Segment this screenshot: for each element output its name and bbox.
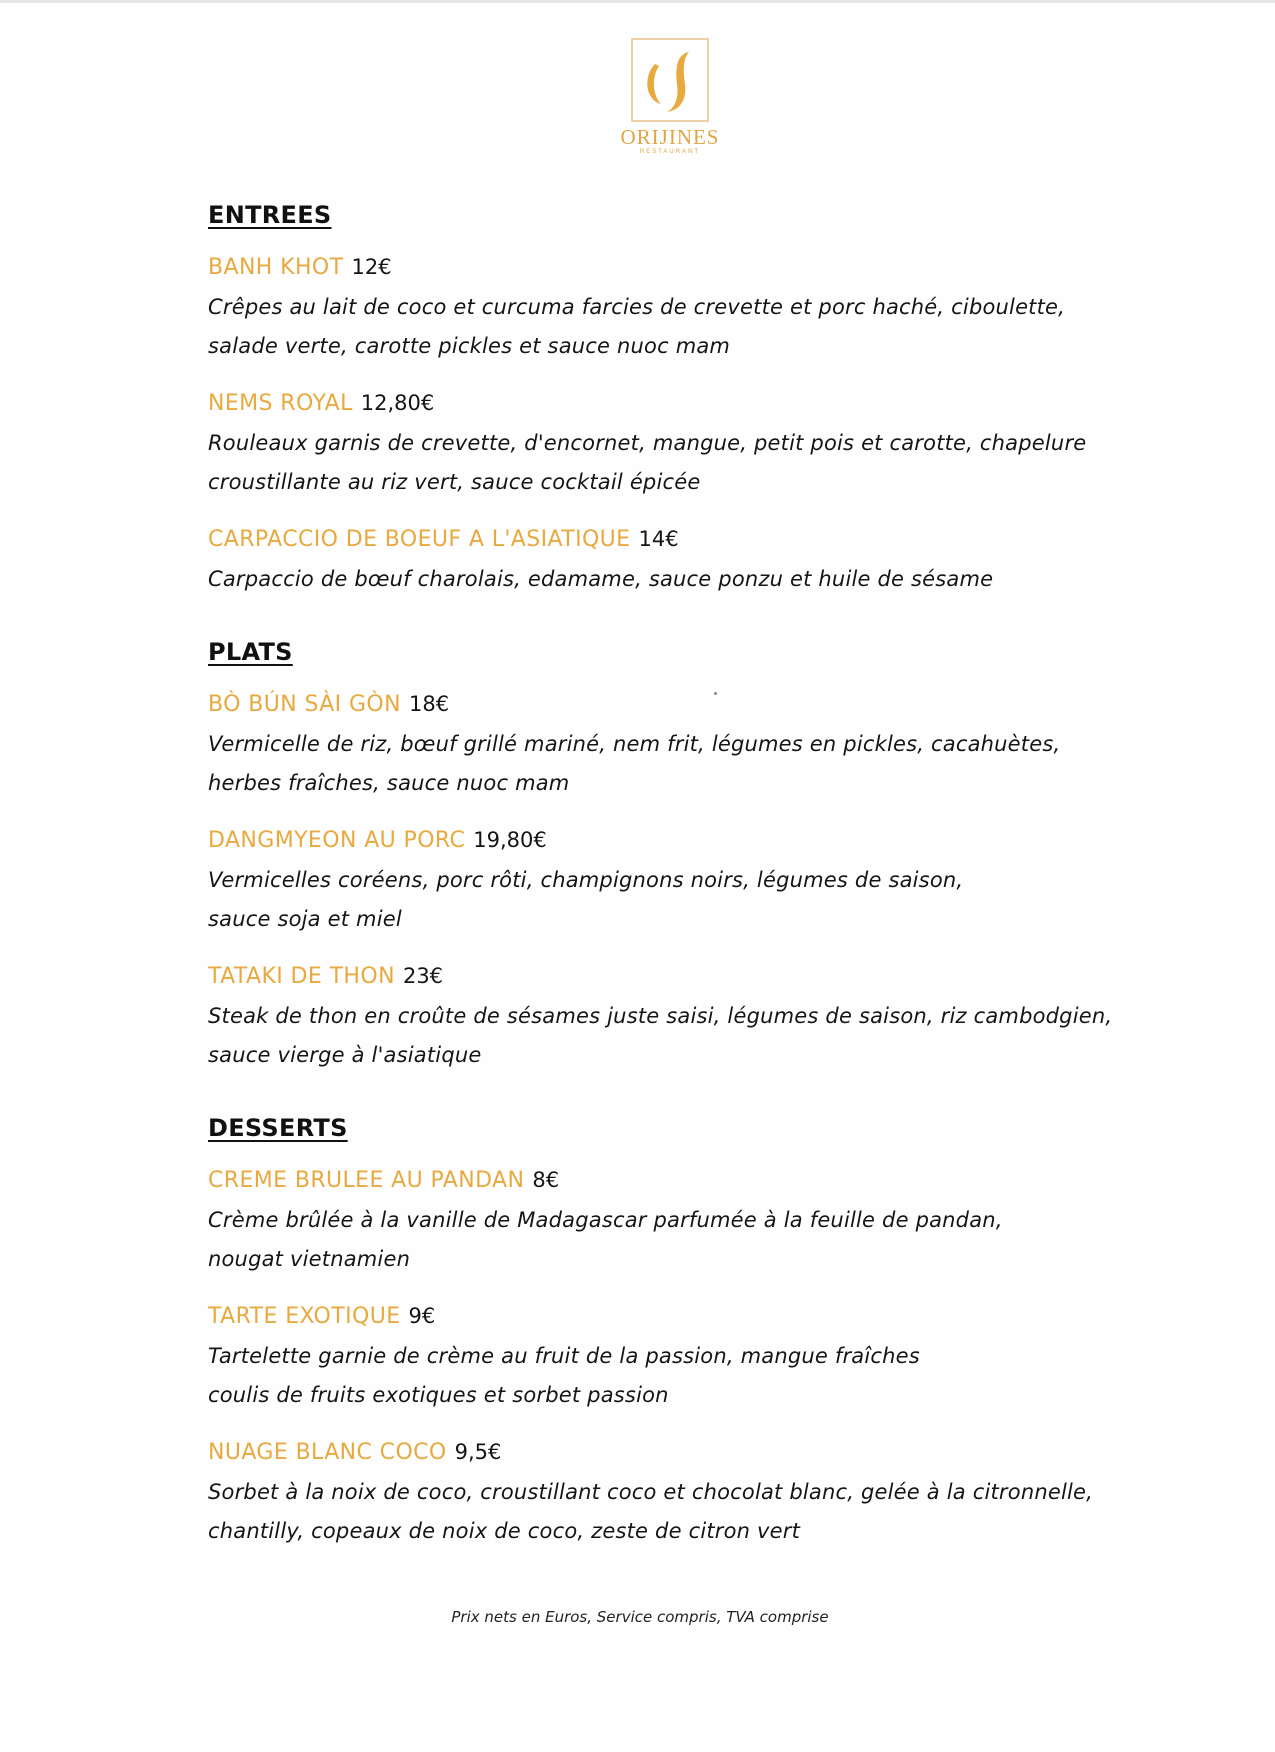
menu-item (208, 388, 1188, 502)
price-note: Prix nets en Euros, Service compris, TVA comprise (451, 1608, 829, 1626)
scan-speck (714, 692, 717, 695)
item-description (208, 288, 1188, 366)
menu-item (208, 524, 1188, 599)
item-price: 18€ (409, 692, 450, 716)
item-name: TARTE EXOTIQUE (208, 1304, 401, 1329)
item-price: 19,80€ (473, 828, 547, 852)
logo-mark-icon (631, 38, 709, 122)
item-head (208, 1437, 1188, 1467)
item-name: NEMS ROYAL (208, 391, 353, 416)
item-description (208, 1473, 1188, 1551)
item-description (208, 997, 1188, 1075)
menu-item (208, 961, 1188, 1075)
description-line: Vermicelle de riz, bœuf grillé mariné, nem frit, légumes en pickles, cacahuètes, (208, 732, 1061, 756)
item-description (208, 560, 1188, 599)
description-line: sauce vierge à l'asiatique (208, 1043, 482, 1067)
description-line: herbes fraîches, sauce nuoc mam (208, 771, 570, 795)
item-price: 9€ (408, 1304, 436, 1328)
description-line: Rouleaux garnis de crevette, d'encornet, mangue, petit pois et carotte, chapelure (208, 431, 1087, 455)
item-price: 14€ (638, 527, 679, 551)
item-head (208, 961, 1188, 991)
item-price: 8€ (532, 1168, 560, 1192)
item-name: NUAGE BLANC COCO (208, 1440, 447, 1465)
description-line: Carpaccio de bœuf charolais, edamame, sauce ponzu et huile de sésame (208, 567, 994, 591)
description-line: chantilly, copeaux de noix de coco, zeste de citron vert (208, 1519, 801, 1543)
menu-item (208, 689, 1188, 803)
item-description (208, 424, 1188, 502)
brand-name: ORIJINES (620, 125, 720, 149)
section-title: DESSERTS (208, 1114, 348, 1142)
section-title: ENTREES (208, 201, 332, 229)
item-name: BANH KHOT (208, 255, 344, 280)
description-line: Sorbet à la noix de coco, croustillant coco et chocolat blanc, gelée à la citronnelle, (208, 1480, 1094, 1504)
description-line: Crêpes au lait de coco et curcuma farcies de crevette et porc haché, ciboulette, (208, 295, 1066, 319)
item-head (208, 1165, 1188, 1195)
item-head (208, 388, 1188, 418)
item-description (208, 861, 1188, 939)
brand-subtitle: RESTAURANT (639, 149, 701, 155)
menu-item (208, 252, 1188, 366)
item-head (208, 524, 1188, 554)
description-line: coulis de fruits exotiques et sorbet passion (208, 1383, 669, 1407)
description-line: Steak de thon en croûte de sésames juste saisi, légumes de saison, riz cambodgien, (208, 1004, 1113, 1028)
item-head (208, 252, 1188, 282)
description-line: Crème brûlée à la vanille de Madagascar parfumée à la feuille de pandan, (208, 1208, 1003, 1232)
menu-item (208, 1165, 1188, 1279)
item-price: 12,80€ (360, 391, 435, 415)
menu-item (208, 825, 1188, 939)
section-desserts (208, 1113, 1188, 1551)
description-line: nougat vietnamien (208, 1247, 411, 1271)
description-line: sauce soja et miel (208, 907, 402, 931)
restaurant-logo (580, 38, 760, 156)
item-price: 12€ (351, 255, 392, 279)
scan-top-edge (0, 0, 1275, 3)
item-name: CARPACCIO DE BOEUF A L'ASIATIQUE (208, 527, 631, 552)
description-line: salade verte, carotte pickles et sauce nuoc mam (208, 334, 731, 358)
description-line: croustillante au riz vert, sauce cocktail épicée (208, 470, 701, 494)
section-plats (208, 637, 1188, 1075)
item-name: BÒ BÚN SÀI GÒN (208, 692, 401, 717)
item-description (208, 1337, 1188, 1415)
description-line: Tartelette garnie de crème au fruit de la passion, mangue fraîches (208, 1344, 920, 1368)
item-name: TATAKI DE THON (208, 964, 395, 989)
item-name: CREME BRULEE AU PANDAN (208, 1168, 525, 1193)
section-entrees (208, 200, 1188, 599)
section-title: PLATS (208, 638, 293, 666)
description-line: Vermicelles coréens, porc rôti, champignons noirs, légumes de saison, (208, 868, 964, 892)
item-description (208, 1201, 1188, 1279)
menu (208, 200, 1188, 1551)
item-price: 9,5€ (454, 1440, 502, 1464)
menu-item (208, 1301, 1188, 1415)
item-head (208, 1301, 1188, 1331)
item-head (208, 825, 1188, 855)
item-head (208, 689, 1188, 719)
item-name: DANGMYEON AU PORC (208, 828, 466, 853)
menu-item (208, 1437, 1188, 1551)
item-description (208, 725, 1188, 803)
item-price: 23€ (402, 964, 444, 988)
